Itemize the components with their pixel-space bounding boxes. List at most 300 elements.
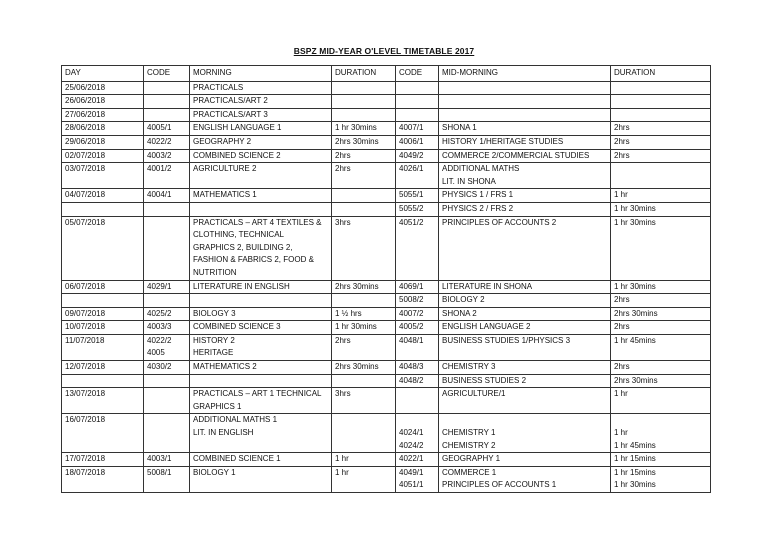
table-row — [62, 307, 711, 321]
cell-line: 4048/1 — [399, 335, 424, 345]
mid-morning-subject-cell — [439, 334, 611, 360]
morning-code-cell — [144, 216, 190, 280]
cell-line: AGRICULTURE 2 — [193, 164, 257, 174]
mid-morning-code-cell — [396, 321, 439, 335]
cell-line: PRACTICALS – ART 1 TECHNICAL — [193, 389, 322, 399]
cell-line: PHYSICS 1 / FRS 1 — [442, 190, 514, 200]
mid-morning-duration-cell — [611, 280, 711, 294]
cell-line: LITERATURE IN ENGLISH — [193, 281, 290, 291]
table-row — [62, 163, 711, 189]
morning-code-cell — [144, 163, 190, 189]
cell-line: 4024/2 — [399, 440, 424, 450]
cell-line: 1 hr 45mins — [614, 440, 656, 450]
mid-morning-duration-cell — [611, 374, 711, 388]
morning-duration-cell — [332, 294, 396, 308]
mid-morning-subject-cell — [439, 280, 611, 294]
cell-line: 4069/1 — [399, 281, 424, 291]
table-row — [62, 81, 711, 95]
morning-code-cell — [144, 122, 190, 136]
day-cell — [62, 81, 144, 95]
day-cell — [62, 334, 144, 360]
cell-line: 1 ½ hrs — [335, 308, 362, 318]
morning-code-cell — [144, 388, 190, 414]
table-row — [62, 361, 711, 375]
table-row — [62, 95, 711, 109]
cell-line: 1 hr 45mins — [614, 335, 656, 345]
morning-code-cell — [144, 361, 190, 375]
cell-line: NUTRITION — [193, 267, 237, 277]
table-row — [62, 108, 711, 122]
cell-line: 25/06/2018 — [65, 82, 106, 92]
morning-code-cell — [144, 149, 190, 163]
cell-line: PRACTICALS – ART 4 TEXTILES & — [193, 217, 322, 227]
day-cell — [62, 149, 144, 163]
mid-morning-code-cell — [396, 374, 439, 388]
cell-line: 1 hr — [614, 190, 628, 200]
morning-subject-cell — [190, 466, 332, 492]
day-cell — [62, 453, 144, 467]
cell-line: 02/07/2018 — [65, 150, 106, 160]
cell-line: ENGLISH LANGUAGE 1 — [193, 123, 282, 133]
morning-subject-cell — [190, 95, 332, 109]
mid-morning-code-cell — [396, 95, 439, 109]
mid-morning-subject-cell — [439, 307, 611, 321]
mid-morning-duration-cell — [611, 108, 711, 122]
cell-line: 05/07/2018 — [65, 217, 106, 227]
cell-line: 4024/1 — [399, 428, 424, 438]
mid-morning-duration-cell — [611, 81, 711, 95]
mid-morning-duration-cell — [611, 216, 711, 280]
morning-duration-cell — [332, 122, 396, 136]
header-code-morning: CODE — [144, 66, 190, 82]
cell-line: 2hrs 30mins — [614, 308, 658, 318]
mid-morning-subject-cell — [439, 388, 611, 414]
mid-morning-subject-cell — [439, 163, 611, 189]
day-cell — [62, 466, 144, 492]
morning-code-cell — [144, 294, 190, 308]
cell-line: 5008/1 — [147, 467, 172, 477]
mid-morning-duration-cell — [611, 149, 711, 163]
header-code-mid-morning: CODE — [396, 66, 439, 82]
morning-subject-cell — [190, 321, 332, 335]
cell-line: 4007/2 — [399, 308, 424, 318]
cell-line: 2hrs 30mins — [335, 281, 379, 291]
table-row — [62, 466, 711, 492]
morning-subject-cell — [190, 334, 332, 360]
mid-morning-duration-cell — [611, 361, 711, 375]
cell-line: MATHEMATICS 2 — [193, 362, 257, 372]
day-cell — [62, 374, 144, 388]
morning-duration-cell — [332, 149, 396, 163]
mid-morning-code-cell — [396, 294, 439, 308]
table-row — [62, 135, 711, 149]
mid-morning-code-cell — [396, 202, 439, 216]
mid-morning-subject-cell — [439, 216, 611, 280]
cell-line: BUSINESS STUDIES 2 — [442, 375, 527, 385]
cell-line: CHEMISTRY 1 — [442, 428, 496, 438]
cell-line: SHONA 2 — [442, 308, 477, 318]
morning-subject-cell — [190, 414, 332, 453]
morning-subject-cell — [190, 294, 332, 308]
table-row — [62, 453, 711, 467]
cell-line: 2hrs — [614, 123, 630, 133]
morning-code-cell — [144, 453, 190, 467]
mid-morning-code-cell — [396, 453, 439, 467]
mid-morning-duration-cell — [611, 414, 711, 453]
cell-line: 18/07/2018 — [65, 467, 106, 477]
cell-line: PRACTICALS/ART 3 — [193, 109, 268, 119]
cell-line: COMMERCE 1 — [442, 467, 497, 477]
mid-morning-subject-cell — [439, 122, 611, 136]
table-row — [62, 414, 711, 453]
header-row — [62, 66, 711, 82]
cell-line: 1 hr 30mins — [614, 203, 656, 213]
morning-duration-cell — [332, 321, 396, 335]
morning-duration-cell — [332, 453, 396, 467]
cell-line: 4049/2 — [399, 150, 424, 160]
mid-morning-subject-cell — [439, 294, 611, 308]
timetable — [61, 65, 711, 493]
mid-morning-code-cell — [396, 414, 439, 453]
morning-code-cell — [144, 280, 190, 294]
mid-morning-code-cell — [396, 135, 439, 149]
mid-morning-code-cell — [396, 149, 439, 163]
mid-morning-duration-cell — [611, 189, 711, 203]
cell-line: GRAPHICS 2, BUILDING 2, — [193, 242, 293, 252]
cell-line: 4022/2 — [147, 335, 172, 345]
day-cell — [62, 122, 144, 136]
mid-morning-subject-cell — [439, 81, 611, 95]
cell-line: 4022/1 — [399, 454, 424, 464]
mid-morning-duration-cell — [611, 307, 711, 321]
mid-morning-duration-cell — [611, 202, 711, 216]
cell-line: BIOLOGY 1 — [193, 467, 236, 477]
morning-subject-cell — [190, 135, 332, 149]
timetable-body — [62, 81, 711, 492]
mid-morning-code-cell — [396, 334, 439, 360]
cell-line: COMMERCE 2/COMMERCIAL STUDIES — [442, 150, 590, 160]
cell-line: PRINCIPLES OF ACCOUNTS 1 — [442, 480, 557, 490]
cell-line: 4025/2 — [147, 308, 172, 318]
morning-code-cell — [144, 374, 190, 388]
cell-line: PRACTICALS — [193, 82, 244, 92]
cell-line: LIT. IN SHONA — [442, 176, 496, 186]
mid-morning-duration-cell — [611, 95, 711, 109]
mid-morning-duration-cell — [611, 453, 711, 467]
day-cell — [62, 321, 144, 335]
mid-morning-subject-cell — [439, 466, 611, 492]
cell-line: 1 hr 30mins — [335, 123, 377, 133]
cell-line: 5008/2 — [399, 295, 424, 305]
day-cell — [62, 307, 144, 321]
header-morning: MORNING — [190, 66, 332, 82]
cell-line: 4005/1 — [147, 123, 172, 133]
mid-morning-subject-cell — [439, 189, 611, 203]
cell-line: 1 hr — [335, 467, 349, 477]
mid-morning-duration-cell — [611, 388, 711, 414]
day-cell — [62, 163, 144, 189]
morning-duration-cell — [332, 108, 396, 122]
mid-morning-duration-cell — [611, 122, 711, 136]
cell-line: 2hrs — [614, 322, 630, 332]
day-cell — [62, 95, 144, 109]
cell-line: 17/07/2018 — [65, 454, 106, 464]
mid-morning-duration-cell — [611, 466, 711, 492]
mid-morning-duration-cell — [611, 163, 711, 189]
cell-line: 4001/2 — [147, 164, 172, 174]
morning-duration-cell — [332, 388, 396, 414]
cell-line: PRINCIPLES OF ACCOUNTS 2 — [442, 217, 557, 227]
mid-morning-code-cell — [396, 307, 439, 321]
mid-morning-code-cell — [396, 216, 439, 280]
morning-code-cell — [144, 307, 190, 321]
cell-line: 1 hr 30mins — [335, 322, 377, 332]
day-cell — [62, 414, 144, 453]
cell-line: 4049/1 — [399, 467, 424, 477]
table-row — [62, 294, 711, 308]
morning-subject-cell — [190, 189, 332, 203]
cell-line: COMBINED SCIENCE 1 — [193, 454, 281, 464]
mid-morning-code-cell — [396, 361, 439, 375]
table-row — [62, 202, 711, 216]
mid-morning-code-cell — [396, 189, 439, 203]
cell-line: 4007/1 — [399, 123, 424, 133]
morning-subject-cell — [190, 81, 332, 95]
cell-line: 1 hr — [614, 389, 628, 399]
cell-line — [442, 414, 607, 427]
morning-code-cell — [144, 81, 190, 95]
cell-line: 4030/2 — [147, 362, 172, 372]
mid-morning-subject-cell — [439, 135, 611, 149]
morning-code-cell — [144, 189, 190, 203]
table-row — [62, 189, 711, 203]
cell-line: CHEMISTRY 2 — [442, 440, 496, 450]
cell-line: ADDITIONAL MATHS 1 — [193, 415, 278, 425]
cell-line: 4048/2 — [399, 375, 424, 385]
morning-subject-cell — [190, 280, 332, 294]
cell-line: 10/07/2018 — [65, 322, 106, 332]
morning-duration-cell — [332, 95, 396, 109]
cell-line: 4051/1 — [399, 480, 424, 490]
table-row — [62, 388, 711, 414]
cell-line: 2hrs 30mins — [335, 362, 379, 372]
cell-line: HISTORY 2 — [193, 335, 235, 345]
mid-morning-duration-cell — [611, 294, 711, 308]
morning-duration-cell — [332, 202, 396, 216]
cell-line: 4003/3 — [147, 322, 172, 332]
cell-line: 1 hr 30mins — [614, 281, 656, 291]
cell-line: ENGLISH LANGUAGE 2 — [442, 322, 531, 332]
morning-subject-cell — [190, 202, 332, 216]
cell-line: BUSINESS STUDIES 1/PHYSICS 3 — [442, 335, 571, 345]
morning-subject-cell — [190, 108, 332, 122]
cell-line: 1 hr 15mins — [614, 467, 656, 477]
morning-code-cell — [144, 202, 190, 216]
cell-line: 1 hr 30mins — [614, 217, 656, 227]
cell-line: 4048/3 — [399, 362, 424, 372]
cell-line — [399, 414, 435, 427]
cell-line: CLOTHING, TECHNICAL — [193, 230, 284, 240]
morning-duration-cell — [332, 135, 396, 149]
cell-line: 5055/1 — [399, 190, 424, 200]
day-cell — [62, 216, 144, 280]
cell-line: 09/07/2018 — [65, 308, 106, 318]
morning-code-cell — [144, 135, 190, 149]
mid-morning-subject-cell — [439, 108, 611, 122]
table-row — [62, 149, 711, 163]
cell-line: BIOLOGY 3 — [193, 308, 236, 318]
cell-line: BIOLOGY 2 — [442, 295, 485, 305]
cell-line: 4029/1 — [147, 281, 172, 291]
cell-line: 2hrs — [614, 150, 630, 160]
morning-subject-cell — [190, 361, 332, 375]
cell-line: 13/07/2018 — [65, 389, 106, 399]
morning-duration-cell — [332, 81, 396, 95]
mid-morning-subject-cell — [439, 95, 611, 109]
morning-duration-cell — [332, 361, 396, 375]
morning-duration-cell — [332, 414, 396, 453]
morning-duration-cell — [332, 216, 396, 280]
morning-duration-cell — [332, 280, 396, 294]
cell-line: 1 hr 15mins — [614, 454, 656, 464]
cell-line: ADDITIONAL MATHS — [442, 164, 520, 174]
cell-line: SHONA 1 — [442, 123, 477, 133]
mid-morning-code-cell — [396, 388, 439, 414]
day-cell — [62, 388, 144, 414]
morning-subject-cell — [190, 122, 332, 136]
mid-morning-subject-cell — [439, 453, 611, 467]
cell-line: 2hrs — [614, 362, 630, 372]
cell-line: LIT. IN ENGLISH — [193, 428, 254, 438]
table-row — [62, 280, 711, 294]
day-cell — [62, 189, 144, 203]
cell-line: 4003/2 — [147, 150, 172, 160]
cell-line: HISTORY 1/HERITAGE STUDIES — [442, 136, 564, 146]
header-duration-mid-morning: DURATION — [611, 66, 711, 82]
mid-morning-subject-cell — [439, 361, 611, 375]
mid-morning-subject-cell — [439, 414, 611, 453]
morning-duration-cell — [332, 374, 396, 388]
cell-line: 4051/2 — [399, 217, 424, 227]
table-row — [62, 122, 711, 136]
mid-morning-code-cell — [396, 280, 439, 294]
morning-subject-cell — [190, 163, 332, 189]
cell-line: 2hrs — [614, 136, 630, 146]
mid-morning-subject-cell — [439, 321, 611, 335]
mid-morning-subject-cell — [439, 202, 611, 216]
table-row — [62, 216, 711, 280]
morning-code-cell — [144, 95, 190, 109]
morning-subject-cell — [190, 388, 332, 414]
cell-line: 3hrs — [335, 389, 351, 399]
day-cell — [62, 202, 144, 216]
cell-line: 16/07/2018 — [65, 415, 106, 425]
cell-line: 4004/1 — [147, 190, 172, 200]
cell-line: 2hrs — [614, 295, 630, 305]
cell-line: 06/07/2018 — [65, 281, 106, 291]
cell-line: LITERATURE IN SHONA — [442, 281, 533, 291]
morning-duration-cell — [332, 466, 396, 492]
day-cell — [62, 294, 144, 308]
cell-line: 4005/2 — [399, 322, 424, 332]
mid-morning-subject-cell — [439, 374, 611, 388]
mid-morning-code-cell — [396, 108, 439, 122]
mid-morning-code-cell — [396, 122, 439, 136]
table-row — [62, 374, 711, 388]
mid-morning-code-cell — [396, 163, 439, 189]
page-title: BSPZ MID-YEAR O'LEVEL TIMETABLE 2017 — [293, 46, 475, 56]
mid-morning-duration-cell — [611, 321, 711, 335]
cell-line: PRACTICALS/ART 2 — [193, 96, 268, 106]
cell-line: GRAPHICS 1 — [193, 401, 242, 411]
morning-subject-cell — [190, 216, 332, 280]
cell-line: GEOGRAPHY 2 — [193, 136, 252, 146]
cell-line: 1 hr 30mins — [614, 480, 656, 490]
morning-duration-cell — [332, 334, 396, 360]
morning-code-cell — [144, 108, 190, 122]
mid-morning-duration-cell — [611, 334, 711, 360]
cell-line: 3hrs — [335, 217, 351, 227]
morning-subject-cell — [190, 453, 332, 467]
mid-morning-code-cell — [396, 81, 439, 95]
cell-line: 2hrs 30mins — [614, 375, 658, 385]
cell-line: 2hrs — [335, 164, 351, 174]
header-mid-morning: MID-MORNING — [439, 66, 611, 82]
cell-line: 1 hr — [335, 454, 349, 464]
cell-line: 4006/1 — [399, 136, 424, 146]
cell-line: HERITAGE — [193, 348, 234, 358]
cell-line: COMBINED SCIENCE 3 — [193, 322, 281, 332]
cell-line: 2hrs 30mins — [335, 136, 379, 146]
table-row — [62, 334, 711, 360]
cell-line: 5055/2 — [399, 203, 424, 213]
cell-line: 4022/2 — [147, 136, 172, 146]
cell-line: 26/06/2018 — [65, 96, 106, 106]
morning-code-cell — [144, 466, 190, 492]
morning-subject-cell — [190, 149, 332, 163]
mid-morning-duration-cell — [611, 135, 711, 149]
mid-morning-code-cell — [396, 466, 439, 492]
morning-duration-cell — [332, 307, 396, 321]
cell-line: 28/06/2018 — [65, 123, 106, 133]
cell-line: 03/07/2018 — [65, 164, 106, 174]
day-cell — [62, 108, 144, 122]
cell-line: COMBINED SCIENCE 2 — [193, 150, 281, 160]
cell-line: 1 hr — [614, 428, 628, 438]
cell-line: 04/07/2018 — [65, 190, 106, 200]
day-cell — [62, 135, 144, 149]
mid-morning-subject-cell — [439, 149, 611, 163]
cell-line: 2hrs — [335, 335, 351, 345]
morning-duration-cell — [332, 163, 396, 189]
cell-line: GEOGRAPHY 1 — [442, 454, 501, 464]
day-cell — [62, 361, 144, 375]
header-duration-morning: DURATION — [332, 66, 396, 82]
cell-line: 4026/1 — [399, 164, 424, 174]
cell-line: 4003/1 — [147, 454, 172, 464]
morning-code-cell — [144, 334, 190, 360]
morning-subject-cell — [190, 374, 332, 388]
header-day: DAY — [62, 66, 144, 82]
cell-line: CHEMISTRY 3 — [442, 362, 496, 372]
morning-subject-cell — [190, 307, 332, 321]
cell-line: AGRICULTURE/1 — [442, 389, 506, 399]
day-cell — [62, 280, 144, 294]
morning-code-cell — [144, 321, 190, 335]
morning-code-cell — [144, 414, 190, 453]
cell-line: 27/06/2018 — [65, 109, 106, 119]
morning-duration-cell — [332, 189, 396, 203]
